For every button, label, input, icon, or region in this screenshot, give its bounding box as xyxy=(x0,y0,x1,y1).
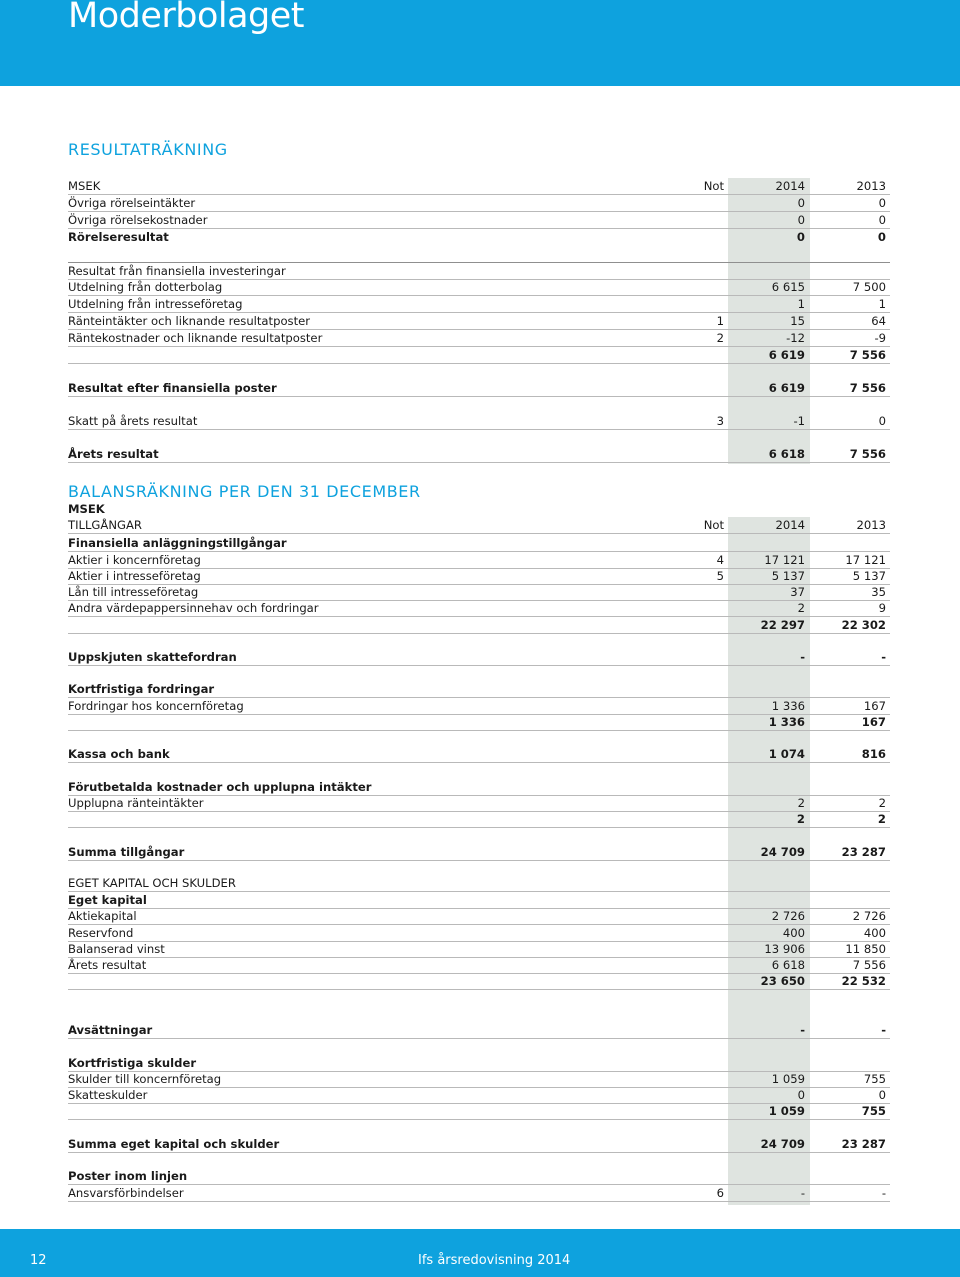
income-not-header: Not xyxy=(703,179,724,193)
row-value-2013: 7 556 xyxy=(849,348,886,362)
subtotal-row xyxy=(68,617,890,634)
row-label: Årets resultat xyxy=(68,958,147,972)
row-label: EGET KAPITAL OCH SKULDER xyxy=(68,876,236,890)
table-row xyxy=(68,552,890,569)
subtotal-row xyxy=(68,973,890,990)
page-number: 12 xyxy=(30,1253,47,1268)
row-label: Skatteskulder xyxy=(68,1088,148,1102)
row-note: 2 xyxy=(716,331,724,345)
row-value-2014: 1 336 xyxy=(771,699,805,713)
row-label: Räntekostnader och liknande resultatposter xyxy=(68,331,323,345)
row-note: 6 xyxy=(716,1186,724,1200)
row-value-2013: - xyxy=(881,1186,886,1200)
balance-2013-header: 2013 xyxy=(856,518,886,532)
row-value-2014: 2 xyxy=(797,796,805,810)
row-label: Uppskjuten skattefordran xyxy=(68,650,237,664)
row-value-2014: -12 xyxy=(786,331,805,345)
table-row xyxy=(68,1185,890,1202)
subtotal-row xyxy=(68,347,890,364)
table-row xyxy=(68,892,890,909)
row-note: 3 xyxy=(716,414,724,428)
row-value-2013: -9 xyxy=(874,331,886,345)
balance-unit-label xyxy=(68,503,890,516)
row-value-2013: 35 xyxy=(871,585,886,599)
row-value-2014: -1 xyxy=(793,414,805,428)
page-title: Moderbolaget xyxy=(68,0,305,36)
row-value-2014: 0 xyxy=(796,230,805,244)
row-value-2013: 2 xyxy=(878,796,886,810)
row-label: Övriga rörelsekostnader xyxy=(68,213,208,227)
income-2013-header: 2013 xyxy=(856,179,886,193)
row-value-2014: - xyxy=(800,1186,805,1200)
footer-text: Ifs årsredovisning 2014 xyxy=(418,1253,571,1268)
total-row xyxy=(68,844,890,861)
table-row xyxy=(68,313,890,330)
income-header-row xyxy=(68,178,890,195)
table-row xyxy=(68,681,890,698)
row-label: Finansiella anläggningstillgångar xyxy=(68,536,287,550)
row-value-2014: - xyxy=(800,1023,805,1037)
row-label: Andra värdepappersinnehav och fordringar xyxy=(68,601,319,615)
table-row xyxy=(68,779,890,796)
row-value-2014: 1 336 xyxy=(768,715,805,729)
row-value-2013: 0 xyxy=(878,1088,886,1102)
row-value-2014: 400 xyxy=(782,926,805,940)
table-row xyxy=(68,568,890,585)
row-value-2013: 816 xyxy=(861,747,886,761)
row-label: Utdelning från intresseföretag xyxy=(68,297,243,311)
page-header-band xyxy=(0,0,960,86)
row-value-2013: 22 302 xyxy=(841,618,886,632)
row-value-2013: - xyxy=(881,1023,886,1037)
page-footer-band xyxy=(0,1229,960,1277)
row-value-2013: 755 xyxy=(863,1072,886,1086)
row-value-2014: 1 059 xyxy=(768,1104,805,1118)
table-row xyxy=(68,1087,890,1104)
row-note: 5 xyxy=(716,569,724,583)
row-value-2014: 6 619 xyxy=(768,381,805,395)
row-label: Ansvarsförbindelser xyxy=(68,1186,184,1200)
row-value-2013: 0 xyxy=(878,414,886,428)
row-value-2014: 6 618 xyxy=(771,958,805,972)
row-value-2013: 400 xyxy=(863,926,886,940)
row-label: Skulder till koncernföretag xyxy=(68,1072,222,1086)
row-label: Ränteintäkter och liknande resultatposter xyxy=(68,314,311,328)
subtotal-row xyxy=(68,1103,890,1120)
unit-text: MSEK xyxy=(68,502,105,516)
row-value-2013: 5 137 xyxy=(852,569,886,583)
row-label: Upplupna ränteintäkter xyxy=(68,796,204,810)
row-value-2014: 0 xyxy=(797,213,805,227)
row-value-2014: 15 xyxy=(790,314,805,328)
row-value-2013: 0 xyxy=(877,230,886,244)
table-row xyxy=(68,600,890,617)
table-row xyxy=(68,380,890,397)
row-value-2014: 24 709 xyxy=(760,1137,805,1151)
table-row xyxy=(68,795,890,812)
row-value-2013: 23 287 xyxy=(841,1137,886,1151)
row-note: 4 xyxy=(716,553,724,567)
row-value-2013: 17 121 xyxy=(845,553,886,567)
table-row xyxy=(68,229,890,245)
balance-header-row xyxy=(68,517,890,534)
row-value-2013: 167 xyxy=(863,699,886,713)
assets-header: TILLGÅNGAR xyxy=(68,518,142,532)
row-value-2014: 6 615 xyxy=(771,280,805,294)
row-label: Fordringar hos koncernföretag xyxy=(68,699,244,713)
table-row xyxy=(68,746,890,763)
row-label: Kassa och bank xyxy=(68,747,170,761)
row-label: Övriga rörelseintäkter xyxy=(68,196,196,210)
table-row xyxy=(68,296,890,313)
subtotal-row xyxy=(68,714,890,731)
table-row xyxy=(68,649,890,666)
table-row xyxy=(68,413,890,430)
row-value-2014: 23 650 xyxy=(760,974,805,988)
row-value-2013: 167 xyxy=(861,715,886,729)
balance-sheet-heading: BALANSRÄKNING PER DEN 31 DECEMBER xyxy=(68,482,421,501)
row-value-2013: 23 287 xyxy=(841,845,886,859)
row-label: Resultat efter finansiella poster xyxy=(68,381,277,395)
row-label: Avsättningar xyxy=(68,1023,153,1037)
income-2014-header: 2014 xyxy=(775,179,805,193)
table-row xyxy=(68,1168,890,1185)
row-label: Aktier i koncernföretag xyxy=(68,553,201,567)
table-row xyxy=(68,925,890,942)
row-label: Summa tillgångar xyxy=(68,845,185,859)
table-row xyxy=(68,279,890,296)
income-unit-label: MSEK xyxy=(68,179,101,193)
row-value-2014: 37 xyxy=(790,585,805,599)
row-label: Förutbetalda kostnader och upplupna intäkter xyxy=(68,780,372,794)
table-row xyxy=(68,875,890,892)
row-label: Aktiekapital xyxy=(68,909,137,923)
table-row xyxy=(68,212,890,229)
row-value-2013: 0 xyxy=(878,196,886,210)
row-value-2013: - xyxy=(881,650,886,664)
row-value-2014: - xyxy=(800,650,805,664)
row-value-2014: 6 619 xyxy=(768,348,805,362)
total-row xyxy=(68,1136,890,1153)
row-label: Kortfristiga fordringar xyxy=(68,682,215,696)
table-row xyxy=(68,195,890,212)
row-value-2014: 13 906 xyxy=(764,942,805,956)
row-value-2014: 1 074 xyxy=(768,747,805,761)
row-value-2013: 7 556 xyxy=(849,381,886,395)
table-row xyxy=(68,698,890,715)
table-row xyxy=(68,908,890,925)
row-value-2013: 1 xyxy=(878,297,886,311)
row-label: Kortfristiga skulder xyxy=(68,1056,197,1070)
row-value-2013: 2 xyxy=(877,812,886,826)
row-value-2013: 64 xyxy=(871,314,886,328)
row-label: Eget kapital xyxy=(68,893,147,907)
balance-not-header: Not xyxy=(703,518,724,532)
row-value-2014: 2 726 xyxy=(771,909,805,923)
table-row xyxy=(68,330,890,347)
row-value-2014: 24 709 xyxy=(760,845,805,859)
subtotal-row xyxy=(68,811,890,828)
table-row xyxy=(68,1055,890,1072)
row-label: Summa eget kapital och skulder xyxy=(68,1137,280,1151)
row-value-2013: 755 xyxy=(861,1104,886,1118)
table-row xyxy=(68,1071,890,1088)
row-label: Reservfond xyxy=(68,926,134,940)
row-label: Lån till intresseföretag xyxy=(68,585,199,599)
row-label: Årets resultat xyxy=(68,447,159,461)
row-value-2014: 1 xyxy=(797,297,805,311)
row-value-2013: 7 556 xyxy=(849,447,886,461)
table-row xyxy=(68,941,890,958)
balance-2014-header: 2014 xyxy=(775,518,805,532)
row-value-2013: 7 500 xyxy=(852,280,886,294)
row-label: Balanserad vinst xyxy=(68,942,165,956)
row-label: Resultat från finansiella investeringar xyxy=(68,264,286,278)
row-label: Skatt på årets resultat xyxy=(68,414,198,428)
row-value-2014: 2 xyxy=(797,601,805,615)
row-value-2013: 22 532 xyxy=(841,974,886,988)
row-note: 1 xyxy=(716,314,724,328)
row-value-2014: 1 059 xyxy=(771,1072,805,1086)
table-row xyxy=(68,957,890,974)
row-label: Aktier i intresseföretag xyxy=(68,569,201,583)
row-label: Rörelseresultat xyxy=(68,230,169,244)
table-row xyxy=(68,535,890,552)
row-value-2013: 2 726 xyxy=(852,909,886,923)
row-value-2014: 6 618 xyxy=(768,447,805,461)
table-row xyxy=(68,584,890,601)
row-value-2014: 22 297 xyxy=(760,618,805,632)
table-row xyxy=(68,446,890,463)
table-row xyxy=(68,262,890,280)
row-value-2014: 0 xyxy=(797,1088,805,1102)
row-value-2013: 9 xyxy=(878,601,886,615)
row-label: Utdelning från dotterbolag xyxy=(68,280,223,294)
row-value-2014: 2 xyxy=(796,812,805,826)
row-value-2014: 17 121 xyxy=(764,553,805,567)
row-value-2014: 0 xyxy=(797,196,805,210)
row-label: Poster inom linjen xyxy=(68,1169,188,1183)
row-value-2013: 11 850 xyxy=(845,942,886,956)
row-value-2014: 5 137 xyxy=(771,569,805,583)
row-value-2013: 7 556 xyxy=(852,958,886,972)
income-statement-heading: RESULTATRÄKNING xyxy=(68,140,228,159)
table-row xyxy=(68,1022,890,1039)
row-value-2013: 0 xyxy=(878,213,886,227)
